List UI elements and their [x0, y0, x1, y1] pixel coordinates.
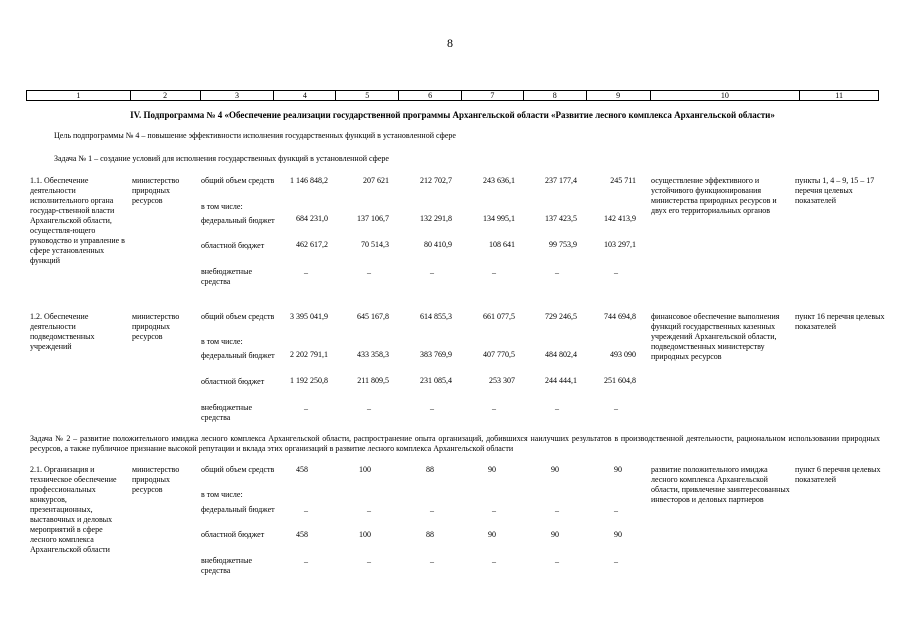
row-2-1-source-extrabudget: внебюджетные средства	[201, 556, 252, 575]
value-cell: 744 694,8	[604, 312, 636, 321]
value-cell: 3 395 041,9	[290, 312, 328, 321]
row-1-1-indicators: пункты 1, 4 – 9, 15 – 17 перечня целевых показателей	[795, 176, 875, 205]
value-cell: 383 769,9	[420, 350, 452, 359]
row-1-1-source-federal: федеральный бюджет	[201, 216, 275, 225]
value-cell: 132 291,8	[420, 214, 452, 223]
row-1-2-source-extrabudget: внебюджетные средства	[201, 403, 252, 422]
column-number: 11	[835, 91, 843, 100]
value-cell: –	[367, 404, 371, 413]
value-cell: 684 231,0	[296, 214, 328, 223]
value-cell: –	[304, 404, 308, 413]
row-2-1-source-including: в том числе:	[201, 490, 243, 499]
row-2-1-source-regional: областной бюджет	[201, 530, 265, 539]
value-cell: –	[492, 268, 496, 277]
column-number: 4	[274, 91, 336, 100]
value-cell: 729 246,5	[545, 312, 577, 321]
row-1-2-source-including: в том числе:	[201, 337, 243, 346]
row-1-1-source-extrabudget: внебюджетные средства	[201, 267, 252, 286]
value-cell: 70 514,3	[361, 240, 389, 249]
row-1-2-name: 1.2. Обеспечение деятельности подведомственных учреждений	[30, 312, 95, 351]
row-1-2-result: финансовое обеспечение выполнения функций государственных казенных учреждений Архангельской области, подведомственных министерству природных ресурсов	[651, 312, 780, 361]
value-cell: –	[614, 506, 618, 515]
value-cell: 1 146 848,2	[290, 176, 328, 185]
value-cell: –	[430, 268, 434, 277]
value-cell: 90	[614, 530, 622, 539]
value-cell: 407 770,5	[483, 350, 515, 359]
row-2-1-source-total: общий объем средств	[201, 465, 275, 474]
column-number: 5	[336, 91, 399, 100]
value-cell: 2 202 791,1	[290, 350, 328, 359]
value-cell: 458	[296, 465, 308, 474]
value-cell: 90	[551, 465, 559, 474]
value-cell: 88	[426, 530, 434, 539]
value-cell: –	[614, 268, 618, 277]
column-numbering-header	[26, 90, 879, 101]
value-cell: 484 802,4	[545, 350, 577, 359]
value-cell: –	[367, 506, 371, 515]
value-cell: 211 809,5	[357, 376, 389, 385]
value-cell: 253 307	[489, 376, 515, 385]
value-cell: 137 423,5	[545, 214, 577, 223]
value-cell: 237 177,4	[545, 176, 577, 185]
value-cell: –	[492, 404, 496, 413]
value-cell: 137 106,7	[357, 214, 389, 223]
value-cell: 100	[359, 465, 371, 474]
value-cell: 661 077,5	[483, 312, 515, 321]
value-cell: 100	[359, 530, 371, 539]
value-cell: 90	[488, 465, 496, 474]
row-1-2-source-total: общий объем средств	[201, 312, 275, 321]
value-cell: –	[430, 557, 434, 566]
value-cell: 103 297,1	[604, 240, 636, 249]
value-cell: 108 641	[489, 240, 515, 249]
row-1-1-source-regional: областной бюджет	[201, 241, 265, 250]
value-cell: 90	[614, 465, 622, 474]
row-2-1-executor: министерство природных ресурсов	[132, 465, 180, 494]
value-cell: 243 636,1	[483, 176, 515, 185]
column-number: 9	[587, 91, 651, 100]
value-cell: 462 617,2	[296, 240, 328, 249]
value-cell: –	[304, 557, 308, 566]
value-cell: 134 995,1	[483, 214, 515, 223]
task-1-heading: Задача № 1 – создание условий для исполнения государственных функций в установленной сфере	[54, 154, 389, 163]
column-number: 1	[27, 91, 131, 100]
row-2-1-name: 2.1. Организация и техническое обеспечение профессиональных конкурсов, презентационных, выставочных и деловых мероприятий в сфере лесного комплекса Архангельской области	[30, 465, 117, 554]
value-cell: –	[614, 557, 618, 566]
task-2-heading: Задача № 2 – развитие положительного имиджа лесного комплекса Архангельской области, распространение опыта организаций, добившихся наилучших результатов в производственной деятельности, рациональном использовании природных ресурсов, а также публичное признание высокой репутации и вклада этих организаций в развитие лесного комплекса Архангельской области	[30, 434, 880, 453]
value-cell: –	[430, 404, 434, 413]
value-cell: 90	[551, 530, 559, 539]
value-cell: 244 444,1	[545, 376, 577, 385]
row-1-2-indicators: пункт 16 перечня целевых показателей	[795, 312, 885, 331]
page-number: 8	[447, 36, 453, 50]
row-1-1-name: 1.1. Обеспечение деятельности исполнительного органа государ-ственной власти Архангельской области, осуществля-ющего руководство и управление в сфере установленных функций	[30, 176, 125, 265]
value-cell: 251 604,8	[604, 376, 636, 385]
value-cell: –	[555, 404, 559, 413]
subprogram-goal: Цель подпрограммы № 4 – повышение эффективности исполнения государственных функций в установленной сфере	[54, 131, 456, 140]
column-number: 7	[462, 91, 524, 100]
row-1-1-source-total: общий объем средств	[201, 176, 275, 185]
value-cell: 458	[296, 530, 308, 539]
row-1-2-executor: министерство природных ресурсов	[132, 312, 180, 341]
value-cell: 493 090	[610, 350, 636, 359]
row-1-2-source-federal: федеральный бюджет	[201, 351, 275, 360]
row-2-1-source-federal: федеральный бюджет	[201, 505, 275, 514]
value-cell: –	[614, 404, 618, 413]
column-number: 8	[524, 91, 587, 100]
value-cell: –	[367, 557, 371, 566]
value-cell: –	[492, 506, 496, 515]
column-number: 3	[201, 91, 275, 100]
value-cell: 433 358,3	[357, 350, 389, 359]
value-cell: 614 855,3	[420, 312, 452, 321]
column-number: 2	[131, 91, 201, 100]
value-cell: 231 085,4	[420, 376, 452, 385]
row-2-1-result: развитие положительного имиджа лесного комплекса Архангельской области, привлечение заинтересованных инвесторов и деловых партнеров	[651, 465, 790, 504]
column-number: 10	[651, 91, 801, 100]
value-cell: –	[304, 506, 308, 515]
row-1-2-source-regional: областной бюджет	[201, 377, 265, 386]
column-number: 6	[399, 91, 462, 100]
value-cell: –	[430, 506, 434, 515]
value-cell: –	[304, 268, 308, 277]
value-cell: 80 410,9	[424, 240, 452, 249]
value-cell: –	[555, 268, 559, 277]
value-cell: 90	[488, 530, 496, 539]
value-cell: 142 413,9	[604, 214, 636, 223]
value-cell: –	[492, 557, 496, 566]
value-cell: 245 711	[610, 176, 636, 185]
value-cell: –	[555, 506, 559, 515]
value-cell: 645 167,8	[357, 312, 389, 321]
row-2-1-indicators: пункт 6 перечня целевых показателей	[795, 465, 881, 484]
value-cell: –	[555, 557, 559, 566]
row-1-1-result: осуществление эффективного и устойчивого функционирования министерства природных ресурсов и двух его территориальных органов	[651, 176, 777, 215]
row-1-1-source-including: в том числе:	[201, 202, 243, 211]
value-cell: 1 192 250,8	[290, 376, 328, 385]
row-1-1-executor: министерство природных ресурсов	[132, 176, 180, 205]
value-cell: –	[367, 268, 371, 277]
value-cell: 212 702,7	[420, 176, 452, 185]
value-cell: 99 753,9	[549, 240, 577, 249]
subprogram-title: IV. Подпрограмма № 4 «Обеспечение реализации государственной программы Архангельской области «Развитие лесного комплекса Архангельской области»	[130, 110, 775, 120]
value-cell: 207 621	[363, 176, 389, 185]
value-cell: 88	[426, 465, 434, 474]
